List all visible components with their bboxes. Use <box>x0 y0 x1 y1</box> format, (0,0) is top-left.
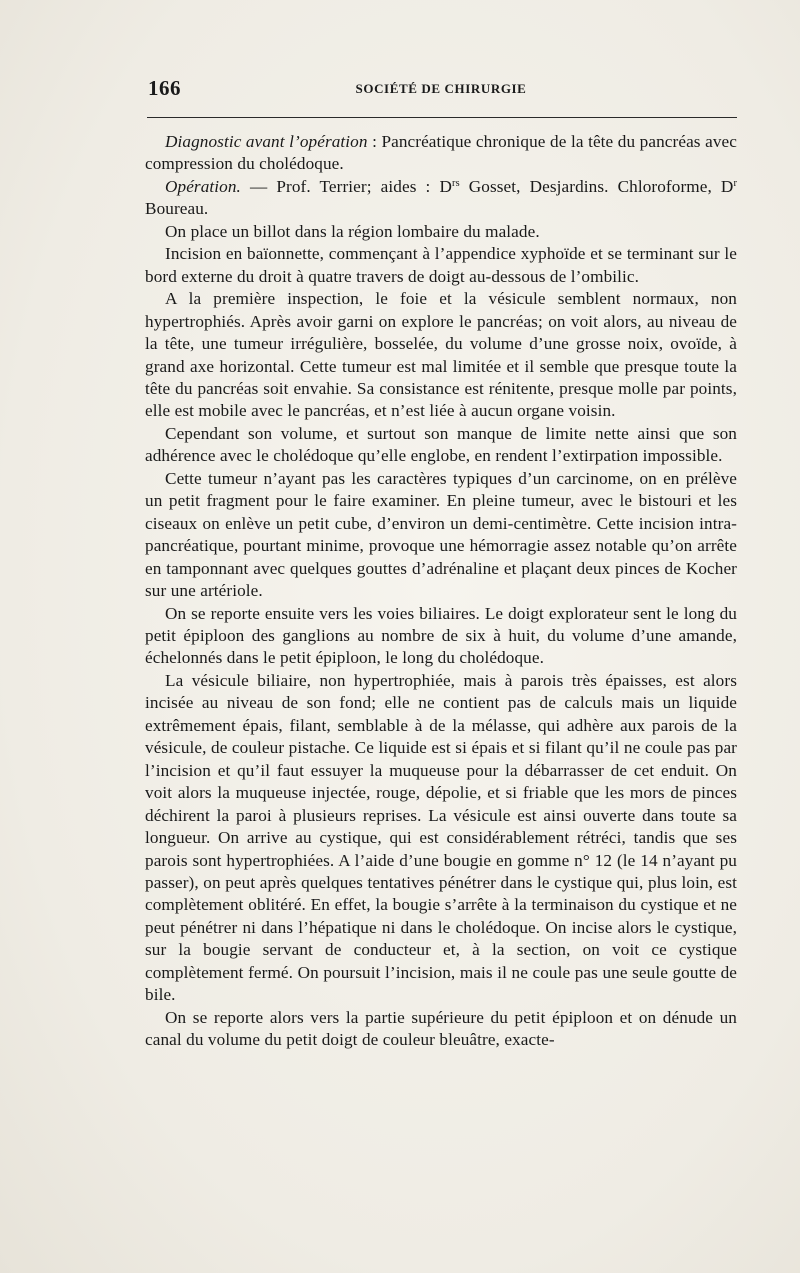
diagnostic-text: : Pancréatique chronique de la tête du pancréas avec compression du cholédoque. <box>145 132 737 174</box>
operation-superscript-1: rs <box>452 177 460 189</box>
operation-superscript-2: r <box>733 177 737 189</box>
body-text <box>145 131 737 1052</box>
diagnostic-label: Diagnostic avant l’opération <box>165 132 368 151</box>
paragraph-epiploon: On se reporte alors vers la partie supérieure du petit épiploon et on dénude un canal du volume du petit doigt de couleur bleuâtre, exacte- <box>145 1007 737 1050</box>
paragraph-incision: Incision en baïonnette, commençant à l’appendice xyphoïde et se terminant sur le bord externe du droit à quatre travers de doigt au-dessous de l’ombilic. <box>145 244 737 286</box>
operation-label: Opération. <box>165 176 241 196</box>
paragraph-voies-biliaires: On se reporte ensuite vers les voies biliaires. Le doigt explorateur sent le long du petit épiploon des ganglions au nombre de six à huit, du volume d’une amande, échelonnés dans le petit épiploon, le long du cholédoque. <box>145 603 737 668</box>
header-rule <box>147 117 737 118</box>
page-header <box>145 76 737 102</box>
paragraph-billot: On place un billot dans la région lombaire du malade. <box>165 221 540 241</box>
operation-text-pre: — Prof. Terrier; aides : D <box>240 176 453 196</box>
paragraph-tumeur: Cette tumeur n’ayant pas les caractères typiques d’un carcinome, on en prélève un petit fragment pour le faire examiner. En pleine tumeur, avec le bistouri et les ciseaux on enlève un petit cube, d’environ un demi-centimètre. Cette incision intra-pancréatique, pourtant minime, provoque une hémorragie assez notable qu’on arrête en tamponnant avec quelques gouttes d’adrénaline et plaçant deux pinces de Kocher sur une artériole. <box>145 468 737 601</box>
paragraph-cependant: Cependant son volume, et surtout son manque de limite nette ainsi que son adhérence avec le cholédoque qu’elle englobe, en rendent l’extirpation impossible. <box>145 423 737 466</box>
operation-text-mid: Gosset, Desjardins. Chloroforme, D <box>459 176 734 196</box>
paragraph-inspection: A la première inspection, le foie et la vésicule semblent normaux, non hypertrophiés. Après avoir garni on explore le pancréas; on voit alors, au niveau de la tête, une tumeur irrégulière, bosselée, du volume d’une grosse noix, ovoïde, à grand axe horizontal. Cette tumeur est mal limitée et il semble que presque toute la tête du pancréas soit envahie. Sa consistance est rénitente, presque molle par points, elle est mobile avec le pancréas, et n’est liée à aucun organe voisin. <box>145 289 737 421</box>
page-number: 166 <box>148 76 181 100</box>
running-title: SOCIÉTÉ DE CHIRURGIE <box>355 81 527 96</box>
paragraph-diagnostic <box>145 131 737 176</box>
operation-text-post: Boureau. <box>145 199 209 219</box>
paragraph-vesicule: La vésicule biliaire, non hypertrophiée, mais à parois très épaisses, est alors incisée au niveau de son fond; elle ne contient pas de calculs mais un liquide extrêmement épais, filant, semblable à de la mélasse, qui adhère aux parois de la vésicule, de couleur pistache. Ce liquide est si épais et si filant qu’il ne coule pas par l’incision et qu’il faut essuyer la muqueuse pour la débarrasser de cet enduit. On voit alors la muqueuse injectée, rouge, dépolie, et si friable que les mors de pinces déchirent la paroi à plusieurs reprises. La vésicule est ainsi ouverte dans toute sa longueur. On arrive au cystique, qui est considérablement rétréci, tandis que ses parois sont hypertrophiées. A l’aide d’une bougie en gomme n° 12 (le 14 n’ayant pu passer), on peut après quelques tentatives pénétrer dans le cystique qui, plus loin, est complètement oblitéré. En effet, la bougie s’arrête à la terminaison du cystique et ne peut pénétrer ni dans l’hépatique ni dans le cholédoque. On incise alors le cystique, sur la bougie servant de conducteur et, à la section, on voit ce cystique complètement fermé. On poursuit l’incision, mais il ne coule pas une seule goutte de bile. <box>145 670 737 1005</box>
paragraph-operation <box>145 176 737 221</box>
